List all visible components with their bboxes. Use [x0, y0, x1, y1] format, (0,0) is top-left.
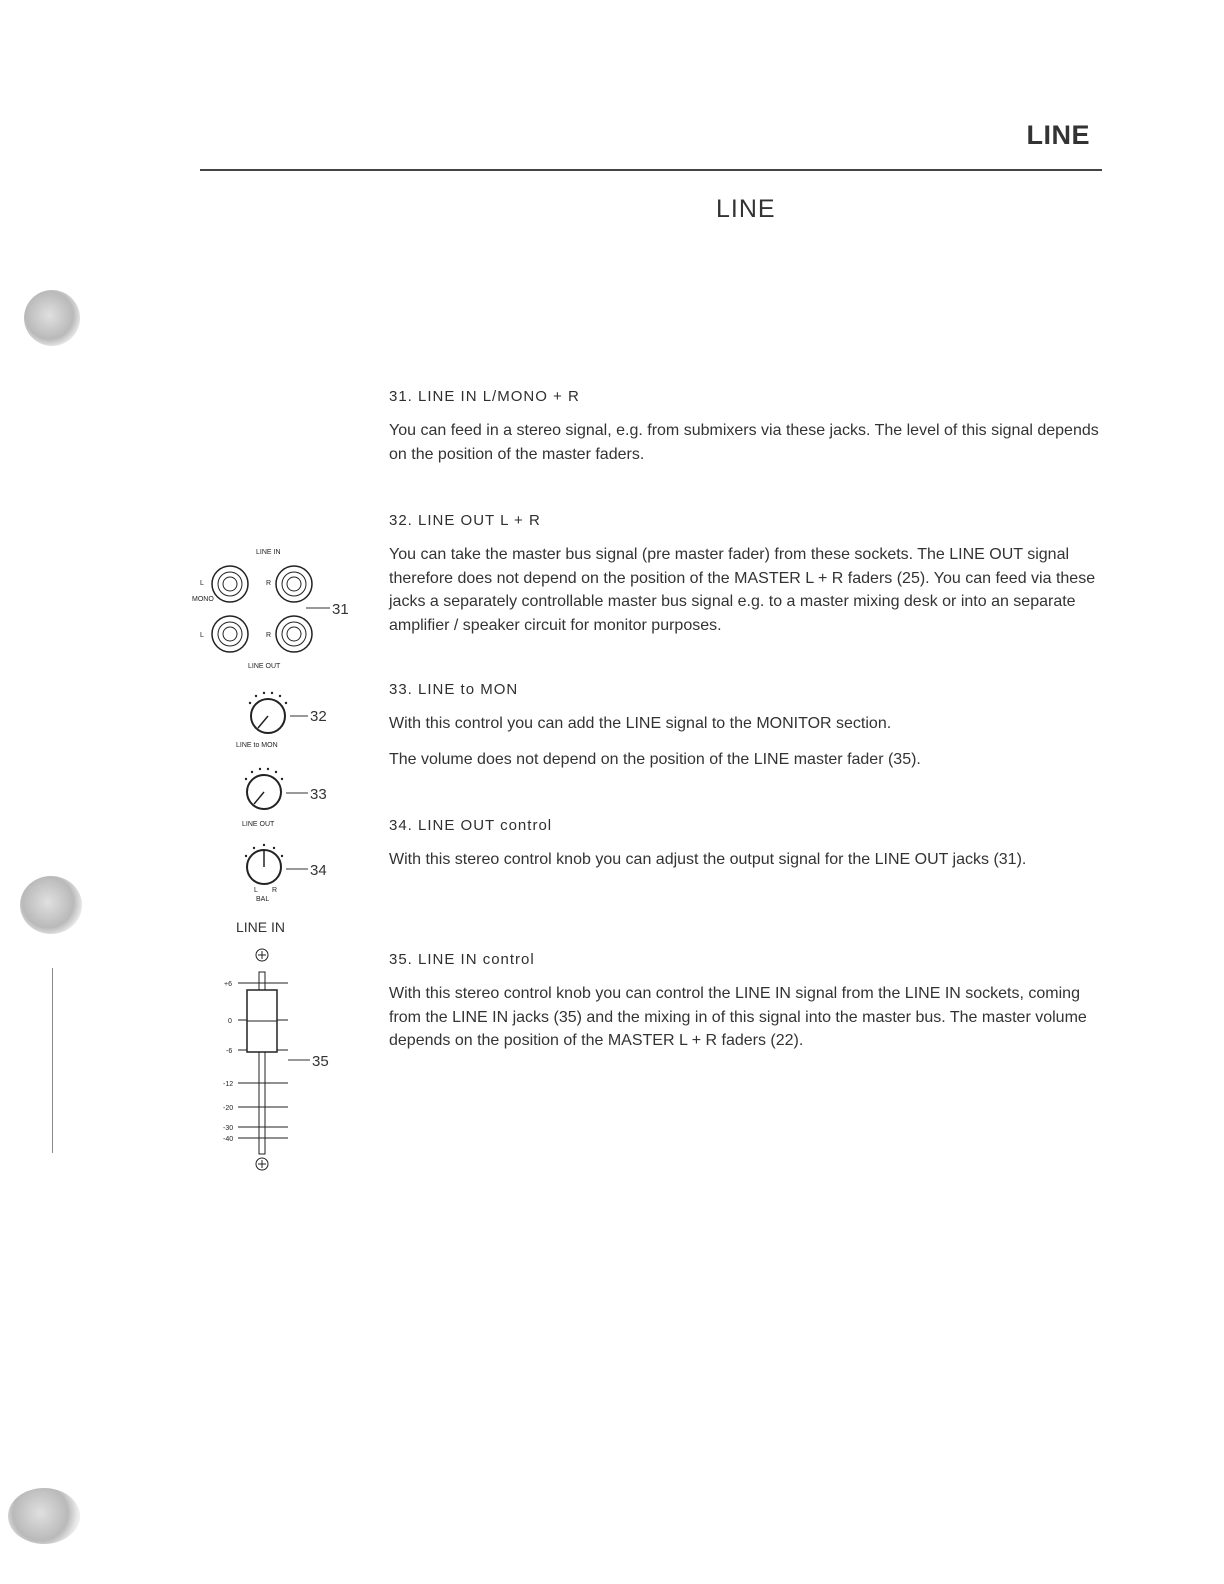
- section-paragraph: You can take the master bus signal (pre master fader) from these sockets. The LINE OUT signal therefore does not depend on the position of the MASTER L + R faders (25). You can feed via these jacks a separately controllable master bus signal e.g. to a master mixing desk or into an separate amplifier / speaker circuit for monitor purposes.: [389, 546, 1096, 634]
- fader-scale-label: -30: [223, 1125, 234, 1132]
- jack-mono-label: MONO: [192, 596, 214, 603]
- fader-scale-label: -40: [223, 1136, 234, 1143]
- fader-scale-label: +6: [224, 981, 232, 988]
- binder-hole-bottom: [8, 1488, 80, 1544]
- section-heading: 33. LINE to MON: [389, 681, 519, 698]
- page-title: LINE: [716, 195, 776, 223]
- section-31: [389, 388, 1101, 474]
- section-paragraph: With this stereo control knob you can control the LINE IN signal from the LINE IN sockets, coming from the LINE IN jacks (35) and the mixing in of this signal into the master bus. The master volume depends on the position of the MASTER L + R faders (22).: [389, 985, 1087, 1049]
- jack-line-in-label: LINE IN: [256, 549, 281, 556]
- section-32: [389, 512, 1101, 645]
- fader-scale-labels: [223, 981, 233, 1143]
- jack-line-in-l: [212, 566, 248, 602]
- jack-line-out-r: [276, 616, 312, 652]
- knob-line-out: [245, 768, 283, 809]
- section-paragraph: With this stereo control knob you can adjust the output signal for the LINE OUT jacks (31).: [389, 851, 1027, 868]
- fader-scale-label: -6: [226, 1048, 233, 1055]
- line-section-diagram: [190, 540, 370, 1200]
- callout-32: 32: [310, 708, 327, 725]
- section-paragraph: You can feed in a stereo signal, e.g. from submixers via these jacks. The level of this signal depends on the position of the master faders.: [389, 422, 1099, 463]
- fader-cap: [247, 990, 277, 1052]
- section-paragraph: The volume does not depend on the position of the LINE master fader (35).: [389, 750, 921, 768]
- jack-line-in-r: [276, 566, 312, 602]
- section-heading: 31. LINE IN L/MONO + R: [389, 388, 580, 405]
- fader-scale-label: 0: [228, 1018, 232, 1025]
- knob-balance-label: BAL: [256, 896, 270, 903]
- knob-line-to-mon-label: LINE to MON: [236, 742, 278, 749]
- section-heading: 34. LINE OUT control: [389, 817, 553, 834]
- knob-line-to-mon: [249, 692, 287, 733]
- jack-r-out-label: R: [266, 632, 272, 639]
- header-rule: [200, 169, 1102, 171]
- section-heading: 32. LINE OUT L + R: [389, 512, 541, 529]
- jack-line-out-l: [212, 616, 248, 652]
- fader-bottom-screw-icon: [256, 1158, 268, 1170]
- section-34: [389, 817, 1101, 880]
- callout-31: 31: [332, 601, 349, 618]
- jack-r-label: R: [266, 580, 272, 587]
- callout-35: 35: [312, 1053, 329, 1070]
- section-paragraph: With this control you can add the LINE signal to the MONITOR section.: [389, 715, 892, 732]
- jack-line-out-label: LINE OUT: [248, 663, 281, 670]
- knob-balance: [245, 844, 283, 884]
- margin-line: [52, 968, 53, 1153]
- fader-top-screw-icon: [256, 949, 268, 961]
- section-35: [389, 951, 1101, 1061]
- fader-scale-label: -20: [223, 1105, 234, 1112]
- jack-l-label: L: [200, 580, 204, 587]
- callout-34: 34: [310, 862, 327, 879]
- callout-33: 33: [310, 786, 327, 803]
- section-33: [389, 681, 1101, 779]
- section-heading: 35. LINE IN control: [389, 951, 535, 968]
- knob-balance-l: L: [254, 887, 258, 894]
- knob-balance-r: R: [272, 887, 278, 894]
- binder-hole-top: [24, 290, 80, 346]
- jack-l-out-label: L: [200, 632, 204, 639]
- binder-hole-middle: [20, 876, 82, 934]
- header-title: LINE: [1026, 120, 1090, 150]
- fader-scale-label: -12: [223, 1081, 234, 1088]
- fader-section-label: LINE IN: [236, 919, 286, 935]
- knob-line-out-label: LINE OUT: [242, 821, 275, 828]
